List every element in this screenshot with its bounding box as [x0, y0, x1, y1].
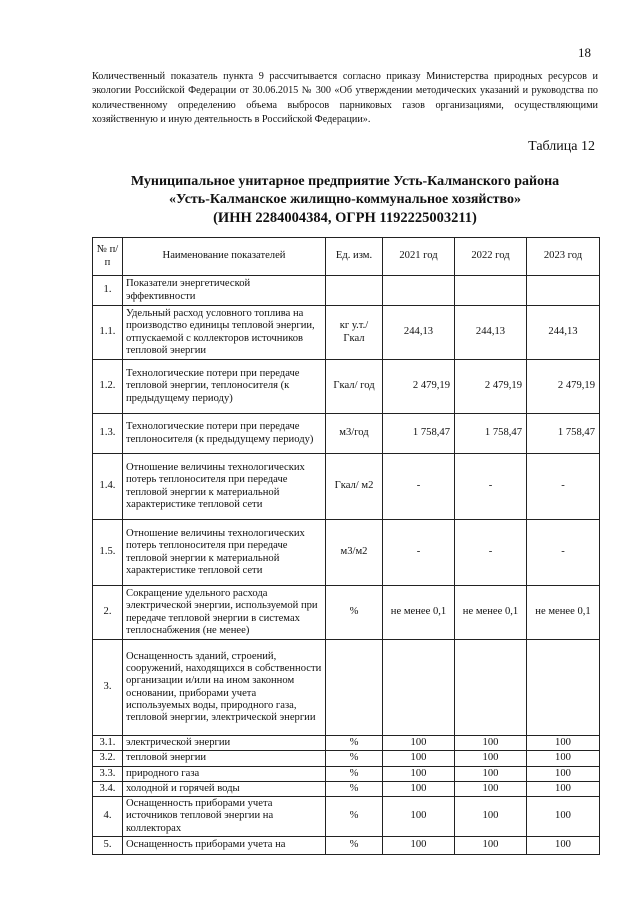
row-value-2022: 100	[455, 797, 527, 837]
row-indicator-name: Технологические потери при передаче тепловой энергии, теплоносителя (к предыдущему периоду)	[123, 360, 326, 414]
table-row	[93, 836, 600, 854]
table-row	[93, 736, 600, 751]
table-row	[93, 276, 600, 306]
row-value-2022: 244,13	[455, 306, 527, 360]
table-row	[93, 414, 600, 454]
row-value-2021: -	[383, 454, 455, 520]
row-unit: Гкал/ год	[326, 360, 383, 414]
row-value-2023: 100	[527, 736, 600, 751]
row-number: 1.4.	[93, 454, 123, 520]
row-indicator-name: Показатели энергетической эффективности	[123, 276, 326, 306]
row-indicator-name: Отношение величины технологических потерь теплоносителя при передаче тепловой энергии к материальной характеристике тепловой сети	[123, 520, 326, 586]
header-num: № п/п	[93, 238, 123, 276]
row-indicator-name: Сокращение удельного расхода электрической энергии, используемой при передаче тепловой энергии в системах теплоснабжения (не менее)	[123, 586, 326, 640]
row-value-2021: не менее 0,1	[383, 586, 455, 640]
row-value-2021: 100	[383, 766, 455, 781]
row-indicator-name: Оснащенность приборами учета на	[123, 836, 326, 854]
table-caption: Таблица 12	[528, 139, 595, 154]
row-indicator-name: Технологические потери при передаче теплоносителя (к предыдущему периоду)	[123, 414, 326, 454]
row-number: 3.2.	[93, 751, 123, 766]
row-value-2022: 1 758,47	[455, 414, 527, 454]
row-unit: м3/м2	[326, 520, 383, 586]
row-indicator-name: природного газа	[123, 766, 326, 781]
indicators-table	[92, 237, 600, 855]
row-value-2022: 100	[455, 736, 527, 751]
row-value-2021	[383, 276, 455, 306]
row-indicator-name: холодной и горячей воды	[123, 781, 326, 796]
row-value-2023: 244,13	[527, 306, 600, 360]
row-number: 3.1.	[93, 736, 123, 751]
row-value-2021: 100	[383, 736, 455, 751]
row-unit: %	[326, 736, 383, 751]
row-indicator-name: Удельный расход условного топлива на производство единицы тепловой энергии, отпускаемой с коллекторов источников тепловой энергии	[123, 306, 326, 360]
row-unit	[326, 276, 383, 306]
row-number: 1.2.	[93, 360, 123, 414]
row-unit: м3/год	[326, 414, 383, 454]
intro-paragraph: Количественный показатель пункта 9 рассчитывается согласно приказу Министерства природных ресурсов и экологии Российской Федерации от 30.06.2015 № 300 «Об утверждении методических указаний и руководства по количественному определению объема выбросов парниковых газов организациями, осуществляющими хозяйственную и иную деятельность в Российской Федерации».	[92, 71, 598, 126]
row-value-2022: -	[455, 520, 527, 586]
row-unit: %	[326, 781, 383, 796]
table-header-row	[93, 238, 600, 276]
row-unit	[326, 640, 383, 736]
row-number: 2.	[93, 586, 123, 640]
table-row	[93, 306, 600, 360]
row-value-2023	[527, 276, 600, 306]
row-value-2022: 100	[455, 781, 527, 796]
organization-title	[92, 173, 598, 228]
org-title-line-3: (ИНН 2284004384, ОГРН 1192225003211)	[213, 210, 477, 227]
row-number: 3.	[93, 640, 123, 736]
row-number: 4.	[93, 797, 123, 837]
row-value-2021: 2 479,19	[383, 360, 455, 414]
row-number: 3.3.	[93, 766, 123, 781]
header-2022: 2022 год	[455, 238, 527, 276]
row-value-2022: 100	[455, 766, 527, 781]
row-value-2021	[383, 640, 455, 736]
table-row	[93, 360, 600, 414]
row-value-2022: не менее 0,1	[455, 586, 527, 640]
row-indicator-name: тепловой энергии	[123, 751, 326, 766]
table-row	[93, 781, 600, 796]
row-value-2021: 100	[383, 781, 455, 796]
row-value-2022: -	[455, 454, 527, 520]
table-row	[93, 640, 600, 736]
row-value-2021: 1 758,47	[383, 414, 455, 454]
row-unit: %	[326, 586, 383, 640]
row-value-2023	[527, 640, 600, 736]
row-number: 1.1.	[93, 306, 123, 360]
row-indicator-name: Оснащенность приборами учета источников тепловой энергии на коллекторах	[123, 797, 326, 837]
row-number: 3.4.	[93, 781, 123, 796]
header-2021: 2021 год	[383, 238, 455, 276]
row-value-2021: 100	[383, 797, 455, 837]
row-indicator-name: электрической энергии	[123, 736, 326, 751]
org-title-line-2: «Усть-Калманское жилищно-коммунальное хозяйство»	[168, 192, 522, 208]
row-unit: %	[326, 751, 383, 766]
header-unit: Ед. изм.	[326, 238, 383, 276]
row-value-2023: 100	[527, 766, 600, 781]
page-number: 18	[578, 45, 591, 60]
row-unit: %	[326, 766, 383, 781]
row-value-2023: не менее 0,1	[527, 586, 600, 640]
row-value-2023: 2 479,19	[527, 360, 600, 414]
row-value-2021: 100	[383, 836, 455, 854]
row-unit: Гкал/ м2	[326, 454, 383, 520]
table-row	[93, 520, 600, 586]
table-row	[93, 751, 600, 766]
row-number: 1.5.	[93, 520, 123, 586]
row-unit: %	[326, 797, 383, 837]
row-unit: %	[326, 836, 383, 854]
header-name: Наименование показателей	[123, 238, 326, 276]
table-row	[93, 586, 600, 640]
row-number: 5.	[93, 836, 123, 854]
row-value-2023: 1 758,47	[527, 414, 600, 454]
row-number: 1.3.	[93, 414, 123, 454]
row-value-2022: 2 479,19	[455, 360, 527, 414]
row-value-2022	[455, 640, 527, 736]
row-value-2023: 100	[527, 751, 600, 766]
header-2023: 2023 год	[527, 238, 600, 276]
table-row	[93, 797, 600, 837]
row-indicator-name: Оснащенность зданий, строений, сооружений, находящихся в собственности организации и/или на ином законном основании, приборами учета используемых воды, природного газа, тепловой энергии, электрической энергии	[123, 640, 326, 736]
row-value-2021: 100	[383, 751, 455, 766]
table-row	[93, 454, 600, 520]
row-number: 1.	[93, 276, 123, 306]
row-value-2022: 100	[455, 836, 527, 854]
row-value-2023: 100	[527, 781, 600, 796]
row-value-2021: 244,13	[383, 306, 455, 360]
row-value-2022	[455, 276, 527, 306]
row-value-2021: -	[383, 520, 455, 586]
org-title-line-1: Муниципальное унитарное предприятие Усть-Калманского района	[130, 174, 560, 189]
row-value-2023: 100	[527, 836, 600, 854]
row-indicator-name: Отношение величины технологических потерь теплоносителя при передаче тепловой энергии к материальной характеристике тепловой сети	[123, 454, 326, 520]
row-unit: кг у.т./ Гкал	[326, 306, 383, 360]
row-value-2023: -	[527, 454, 600, 520]
row-value-2023: -	[527, 520, 600, 586]
table-row	[93, 766, 600, 781]
row-value-2023: 100	[527, 797, 600, 837]
row-value-2022: 100	[455, 751, 527, 766]
